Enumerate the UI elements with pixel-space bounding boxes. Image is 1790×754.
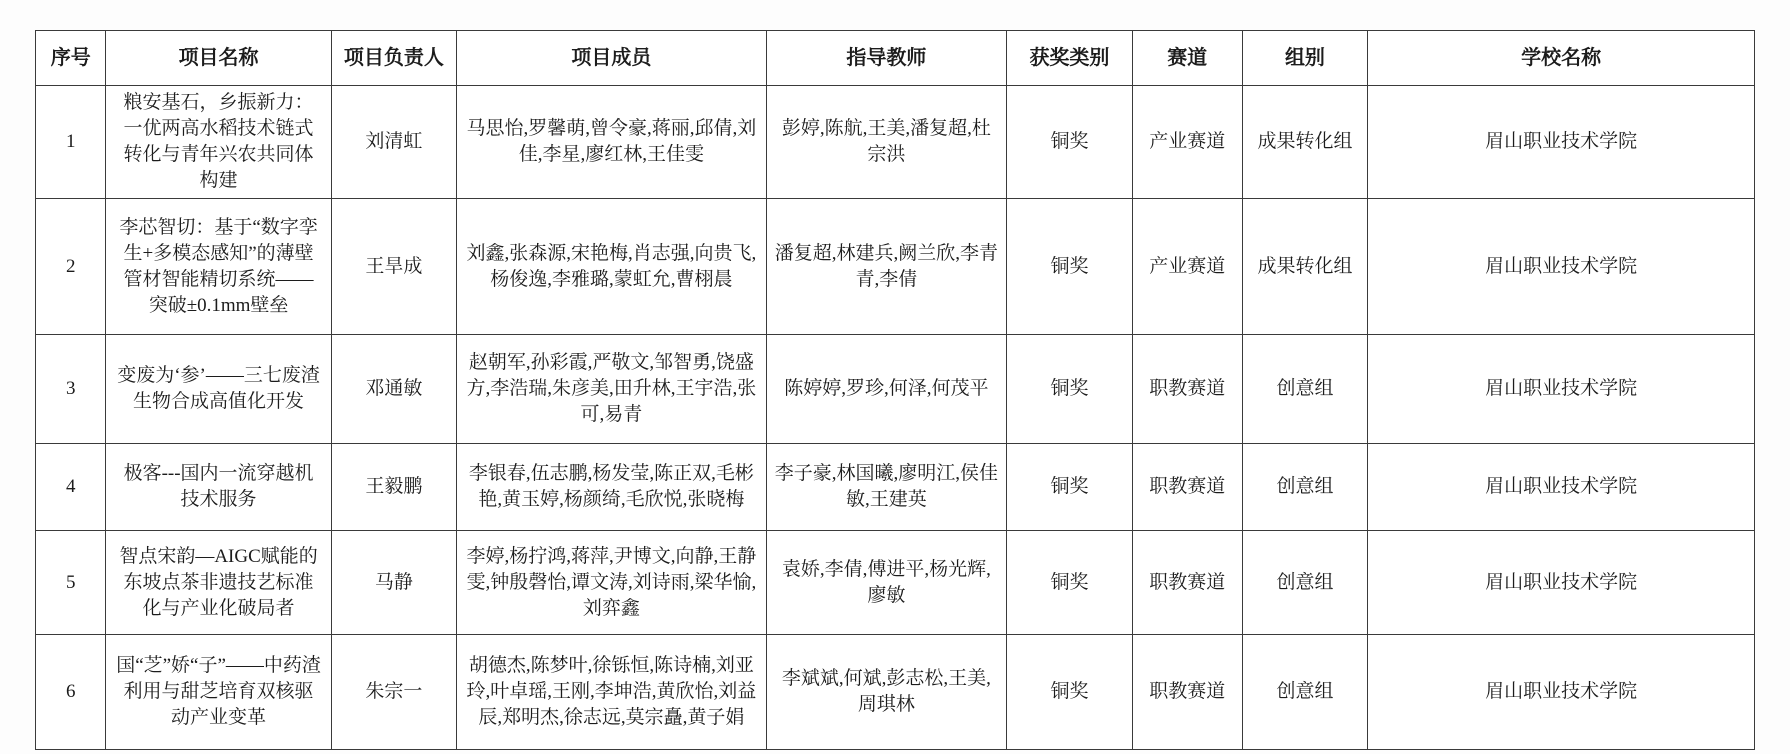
header-advisors: 指导教师 — [766, 31, 1007, 86]
cell-index: 5 — [36, 531, 106, 635]
cell-school-name: 眉山职业技术学院 — [1368, 444, 1755, 531]
cell-index: 6 — [36, 635, 106, 750]
cell-track: 职教赛道 — [1132, 335, 1242, 444]
cell-project-leader: 刘清虹 — [331, 86, 456, 199]
cell-award-category: 铜奖 — [1007, 86, 1132, 199]
header-school-name: 学校名称 — [1368, 31, 1755, 86]
cell-advisors: 李斌斌,何斌,彭志松,王美,周琪林 — [766, 635, 1007, 750]
cell-group: 成果转化组 — [1242, 199, 1367, 335]
header-row — [36, 31, 1755, 86]
cell-award-category: 铜奖 — [1007, 335, 1132, 444]
table-row — [36, 199, 1755, 335]
cell-index: 1 — [36, 86, 106, 199]
table-row — [36, 86, 1755, 199]
cell-index: 4 — [36, 444, 106, 531]
cell-project-name: 极客---国内一流穿越机技术服务 — [106, 444, 331, 531]
cell-award-category: 铜奖 — [1007, 199, 1132, 335]
cell-project-name: 国“芝”娇“子”——中药渣利用与甜芝培育双核驱动产业变革 — [106, 635, 331, 750]
header-group: 组别 — [1242, 31, 1367, 86]
cell-advisors: 李子豪,林国曦,廖明江,侯佳敏,王建英 — [766, 444, 1007, 531]
cell-project-members: 马思怡,罗馨萌,曾令豪,蒋丽,邱倩,刘佳,李星,廖红林,王佳雯 — [457, 86, 766, 199]
cell-project-name: 李芯智切：基于“数字孪生+多模态感知”的薄壁管材智能精切系统——突破±0.1mm壁垒 — [106, 199, 331, 335]
header-project-leader: 项目负责人 — [331, 31, 456, 86]
table-row — [36, 531, 1755, 635]
cell-school-name: 眉山职业技术学院 — [1368, 199, 1755, 335]
cell-school-name: 眉山职业技术学院 — [1368, 86, 1755, 199]
header-award-category: 获奖类别 — [1007, 31, 1132, 86]
cell-advisors: 陈婷婷,罗珍,何泽,何茂平 — [766, 335, 1007, 444]
cell-project-members: 李银春,伍志鹏,杨发莹,陈正双,毛彬艳,黄玉婷,杨颜绮,毛欣悦,张晓梅 — [457, 444, 766, 531]
cell-project-name: 变废为‘参’——三七废渣生物合成高值化开发 — [106, 335, 331, 444]
cell-group: 创意组 — [1242, 635, 1367, 750]
cell-track: 产业赛道 — [1132, 86, 1242, 199]
cell-project-members: 赵朝军,孙彩霞,严敬文,邹智勇,饶盛方,李浩瑞,朱彦美,田升林,王宇浩,张可,易青 — [457, 335, 766, 444]
header-track: 赛道 — [1132, 31, 1242, 86]
cell-award-category: 铜奖 — [1007, 531, 1132, 635]
cell-group: 创意组 — [1242, 531, 1367, 635]
cell-project-leader: 王旱成 — [331, 199, 456, 335]
award-results-table — [35, 30, 1755, 750]
cell-track: 职教赛道 — [1132, 531, 1242, 635]
cell-project-name: 粮安基石，乡振新力：一优两高水稻技术链式转化与青年兴农共同体构建 — [106, 86, 331, 199]
cell-index: 3 — [36, 335, 106, 444]
cell-school-name: 眉山职业技术学院 — [1368, 635, 1755, 750]
table-row — [36, 635, 1755, 750]
cell-group: 成果转化组 — [1242, 86, 1367, 199]
cell-track: 职教赛道 — [1132, 635, 1242, 750]
cell-index: 2 — [36, 199, 106, 335]
cell-award-category: 铜奖 — [1007, 444, 1132, 531]
cell-award-category: 铜奖 — [1007, 635, 1132, 750]
cell-project-members: 胡德杰,陈梦叶,徐铄恒,陈诗楠,刘亚玲,叶卓瑶,王刚,李坤浩,黄欣怡,刘益辰,郑明杰,徐志远,莫宗矗,黄子娟 — [457, 635, 766, 750]
cell-track: 职教赛道 — [1132, 444, 1242, 531]
cell-track: 产业赛道 — [1132, 199, 1242, 335]
cell-project-name: 智点宋韵—AIGC赋能的东坡点茶非遗技艺标准化与产业化破局者 — [106, 531, 331, 635]
cell-project-leader: 邓通敏 — [331, 335, 456, 444]
cell-advisors: 袁娇,李倩,傅进平,杨光辉,廖敏 — [766, 531, 1007, 635]
cell-project-leader: 王毅鹏 — [331, 444, 456, 531]
cell-project-leader: 马静 — [331, 531, 456, 635]
cell-school-name: 眉山职业技术学院 — [1368, 531, 1755, 635]
cell-group: 创意组 — [1242, 335, 1367, 444]
cell-project-members: 李婷,杨拧鸿,蒋萍,尹博文,向静,王静雯,钟殷磬怡,谭文涛,刘诗雨,梁华愉,刘弈鑫 — [457, 531, 766, 635]
header-index: 序号 — [36, 31, 106, 86]
cell-advisors: 潘复超,林建兵,阙兰欣,李青青,李倩 — [766, 199, 1007, 335]
header-project-name: 项目名称 — [106, 31, 331, 86]
cell-project-members: 刘鑫,张森源,宋艳梅,肖志强,向贵飞,杨俊逸,李雅璐,蒙虹允,曹栩晨 — [457, 199, 766, 335]
cell-advisors: 彭婷,陈航,王美,潘复超,杜宗洪 — [766, 86, 1007, 199]
table-row — [36, 444, 1755, 531]
cell-project-leader: 朱宗一 — [331, 635, 456, 750]
table-row — [36, 335, 1755, 444]
cell-school-name: 眉山职业技术学院 — [1368, 335, 1755, 444]
cell-group: 创意组 — [1242, 444, 1367, 531]
header-project-members: 项目成员 — [457, 31, 766, 86]
